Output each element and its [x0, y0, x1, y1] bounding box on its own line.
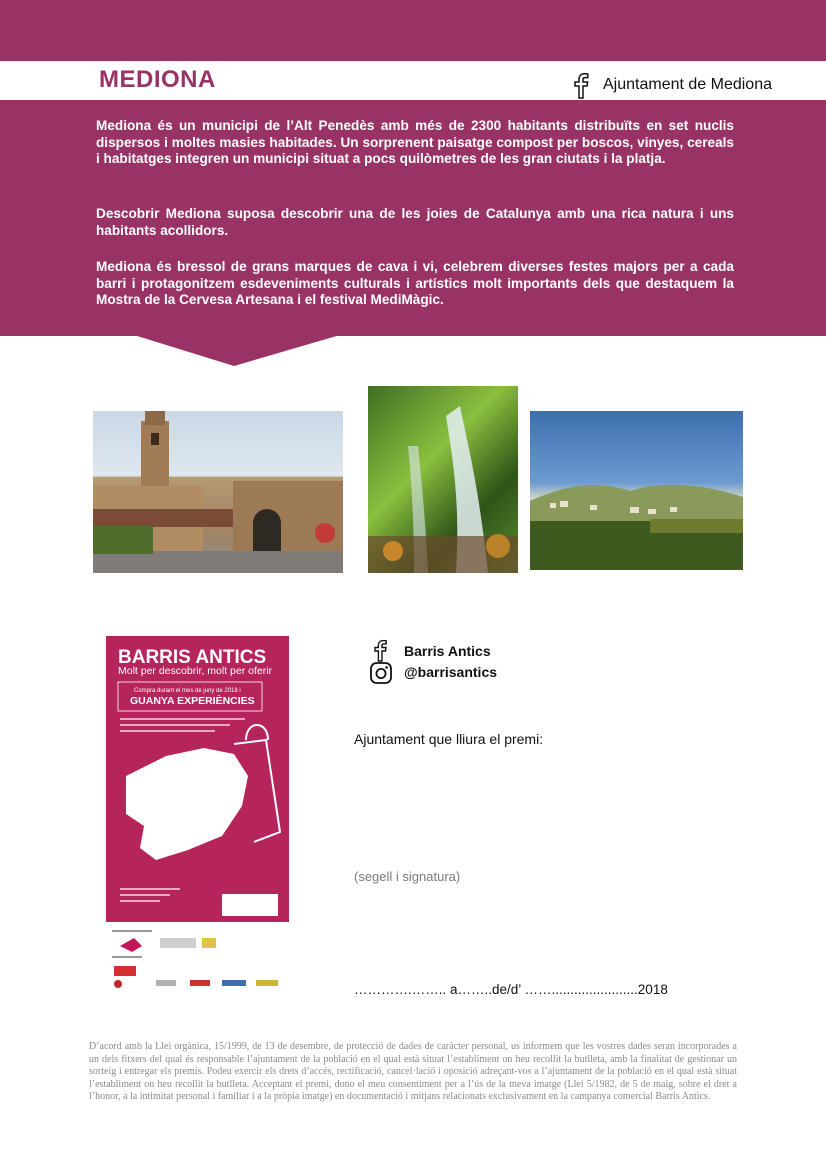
poster-title: BARRIS ANTICS [118, 647, 267, 668]
facebook-icon[interactable] [570, 71, 592, 99]
waterfall-photo [368, 386, 518, 573]
poster-subtitle: Molt per descobrir, molt per oferir [118, 665, 273, 677]
legal-notice: D’acord amb la Llei orgànica, 15/1999, de 13 de desembre, de protecció de dades de caràcter personal, us informem que les vostres dades seran incorporades a un dels fitxers del qual és responsable l’ajuntament de la població en el qual està situat l’establiment on heu recollit la butlleta, amb la finalitat de gestionar un sorteig i entregar els premis. Podeu exercir els drets d’accés, rectificació, cancel·lació i oposició adreçant-vos a l’ajuntament de la població en el qual està situat l’establiment on heu recollit la butlleta. Acceptant el premi, dono el meu consentiment per a l’ús de la meva imatge (Llei 5/1982, de 5 de maig, sobre el dret a l’honor, a la intimitat personal i familiar i a la pròpia imatge) en documentació i mitjans relacionats exclusivament en la campanya comercial Barris Antics. [89, 1041, 737, 1102]
campaign-poster [106, 636, 289, 922]
prize-issuer-label: Ajuntament que lliura el premi: [354, 731, 544, 747]
date-line: ………….…….. a……..de/d’ …….......................2018 [354, 982, 668, 997]
village-photo [93, 411, 343, 573]
page-title: MEDIONA [99, 66, 216, 93]
panel-pointer [134, 335, 340, 366]
landscape-photo [530, 411, 743, 570]
instagram-handle[interactable]: @barrisantics [404, 664, 498, 680]
poster-line-1: Compra durant el mes de juny de 2018 i [134, 688, 241, 694]
instagram-icon[interactable] [369, 661, 393, 685]
seal-signature-label: (segell i signatura) [354, 869, 461, 884]
top-color-band [0, 0, 826, 61]
intro-paragraph-3: Mediona és bressol de grans marques de cava i vi, celebrem diverses festes majors per a cada barri i protagonitzem esdeveniments culturals i artístics molt importants dels que destaquem la Mostra de la Cervesa Artesana i el festival MediMàgic. [96, 259, 734, 307]
intro-paragraph-2: Descobrir Mediona suposa descobrir una de les joies de Catalunya amb una rica natura i uns habitants acollidors. [96, 206, 734, 238]
org-name: Ajuntament de Mediona [603, 76, 772, 93]
poster-line-2: GUANYA EXPERIÈNCIES [130, 695, 255, 707]
facebook-handle[interactable]: Barris Antics [404, 643, 491, 659]
sponsor-logos [106, 926, 289, 992]
facebook-icon[interactable] [370, 638, 392, 662]
intro-paragraph-1: Mediona és un municipi de l’Alt Penedès amb més de 2300 habitants distribuïts en set nuclis dispersos i moltes masies habitades. Un sorprenent paisatge compost per boscos, vinyes, cereals i habitatges integren un municipi situat a pocs quilòmetres de les gran ciutats i la platja. [96, 118, 734, 166]
